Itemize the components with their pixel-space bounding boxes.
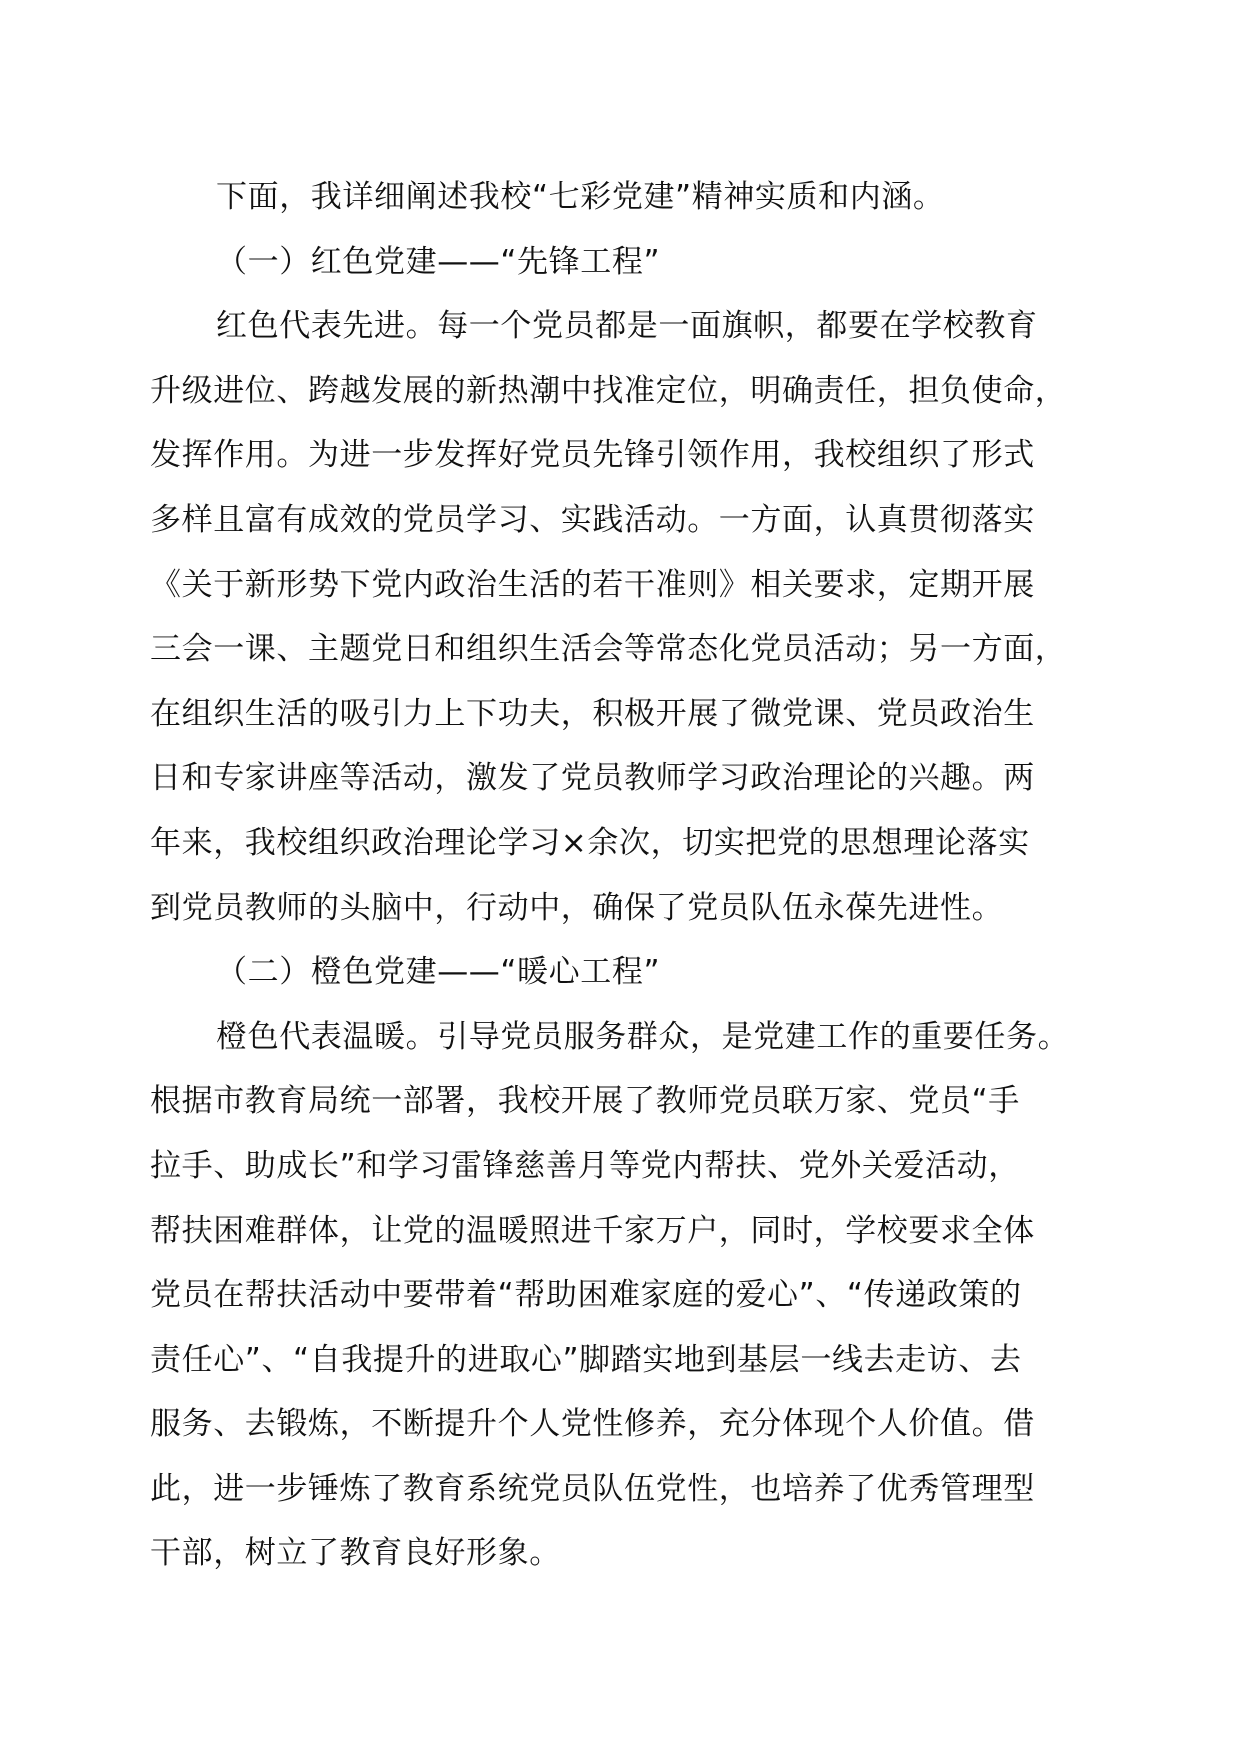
paragraph-red-line: 日和专家讲座等活动，激发了党员教师学习政治理论的兴趣。两 xyxy=(150,760,1035,797)
paragraph-orange-line: 服务、去锻炼，不断提升个人党性修养，充分体现个人价值。借 xyxy=(150,1406,1035,1443)
paragraph-orange-line: 此，进一步锤炼了教育系统党员队伍党性，也培养了优秀管理型 xyxy=(150,1470,1035,1507)
paragraph-orange-line: 干部，树立了教育良好形象。 xyxy=(150,1535,561,1572)
paragraph-orange-line: 橙色代表温暖。引导党员服务群众，是党建工作的重要任务。 xyxy=(216,1018,1070,1055)
paragraph-red-line: 在组织生活的吸引力上下功夫，积极开展了微党课、党员政治生 xyxy=(150,695,1035,732)
paragraph-orange-line: 责任心”、“自我提升的进取心”脚踏实地到基层一线去走访、去 xyxy=(150,1341,1022,1378)
section-heading-red: （一）红色党建——“先锋工程” xyxy=(216,243,661,280)
paragraph-red-line: 三会一课、主题党日和组织生活会等常态化党员活动；另一方面， xyxy=(150,631,1067,668)
paragraph-red-line: 多样且富有成效的党员学习、实践活动。一方面，认真贯彻落实 xyxy=(150,501,1035,538)
paragraph-orange-line: 党员在帮扶活动中要带着“帮助困难家庭的爱心”、“传递政策的 xyxy=(150,1277,1022,1314)
paragraph-red-line: 年来，我校组织政治理论学习×余次，切实把党的思想理论落实 xyxy=(150,824,1030,861)
paragraph-red-line: 升级进位、跨越发展的新热潮中找准定位，明确责任，担负使命， xyxy=(150,372,1067,409)
paragraph-orange-line: 拉手、助成长”和学习雷锋慈善月等党内帮扶、党外关爱活动， xyxy=(150,1147,1020,1184)
paragraph-orange-line: 帮扶困难群体，让党的温暖照进千家万户，同时，学校要求全体 xyxy=(150,1212,1035,1249)
document-body xyxy=(150,165,1112,1586)
paragraph-red-line: 发挥作用。为进一步发挥好党员先锋引领作用，我校组织了形式 xyxy=(150,437,1035,474)
paragraph-red-line: 《关于新形势下党内政治生活的若干准则》相关要求，定期开展 xyxy=(150,566,1035,603)
paragraph-intro-line: 下面，我详细阐述我校“七彩党建”精神实质和内涵。 xyxy=(216,179,945,215)
paragraph-red-line: 到党员教师的头脑中，行动中，确保了党员队伍永葆先进性。 xyxy=(150,889,1004,926)
paragraph-red-line: 红色代表先进。每一个党员都是一面旗帜，都要在学校教育 xyxy=(216,308,1038,345)
section-heading-orange: （二）橙色党建——“暖心工程” xyxy=(216,954,661,991)
paragraph-orange-line: 根据市教育局统一部署，我校开展了教师党员联万家、党员“手 xyxy=(150,1083,1020,1120)
